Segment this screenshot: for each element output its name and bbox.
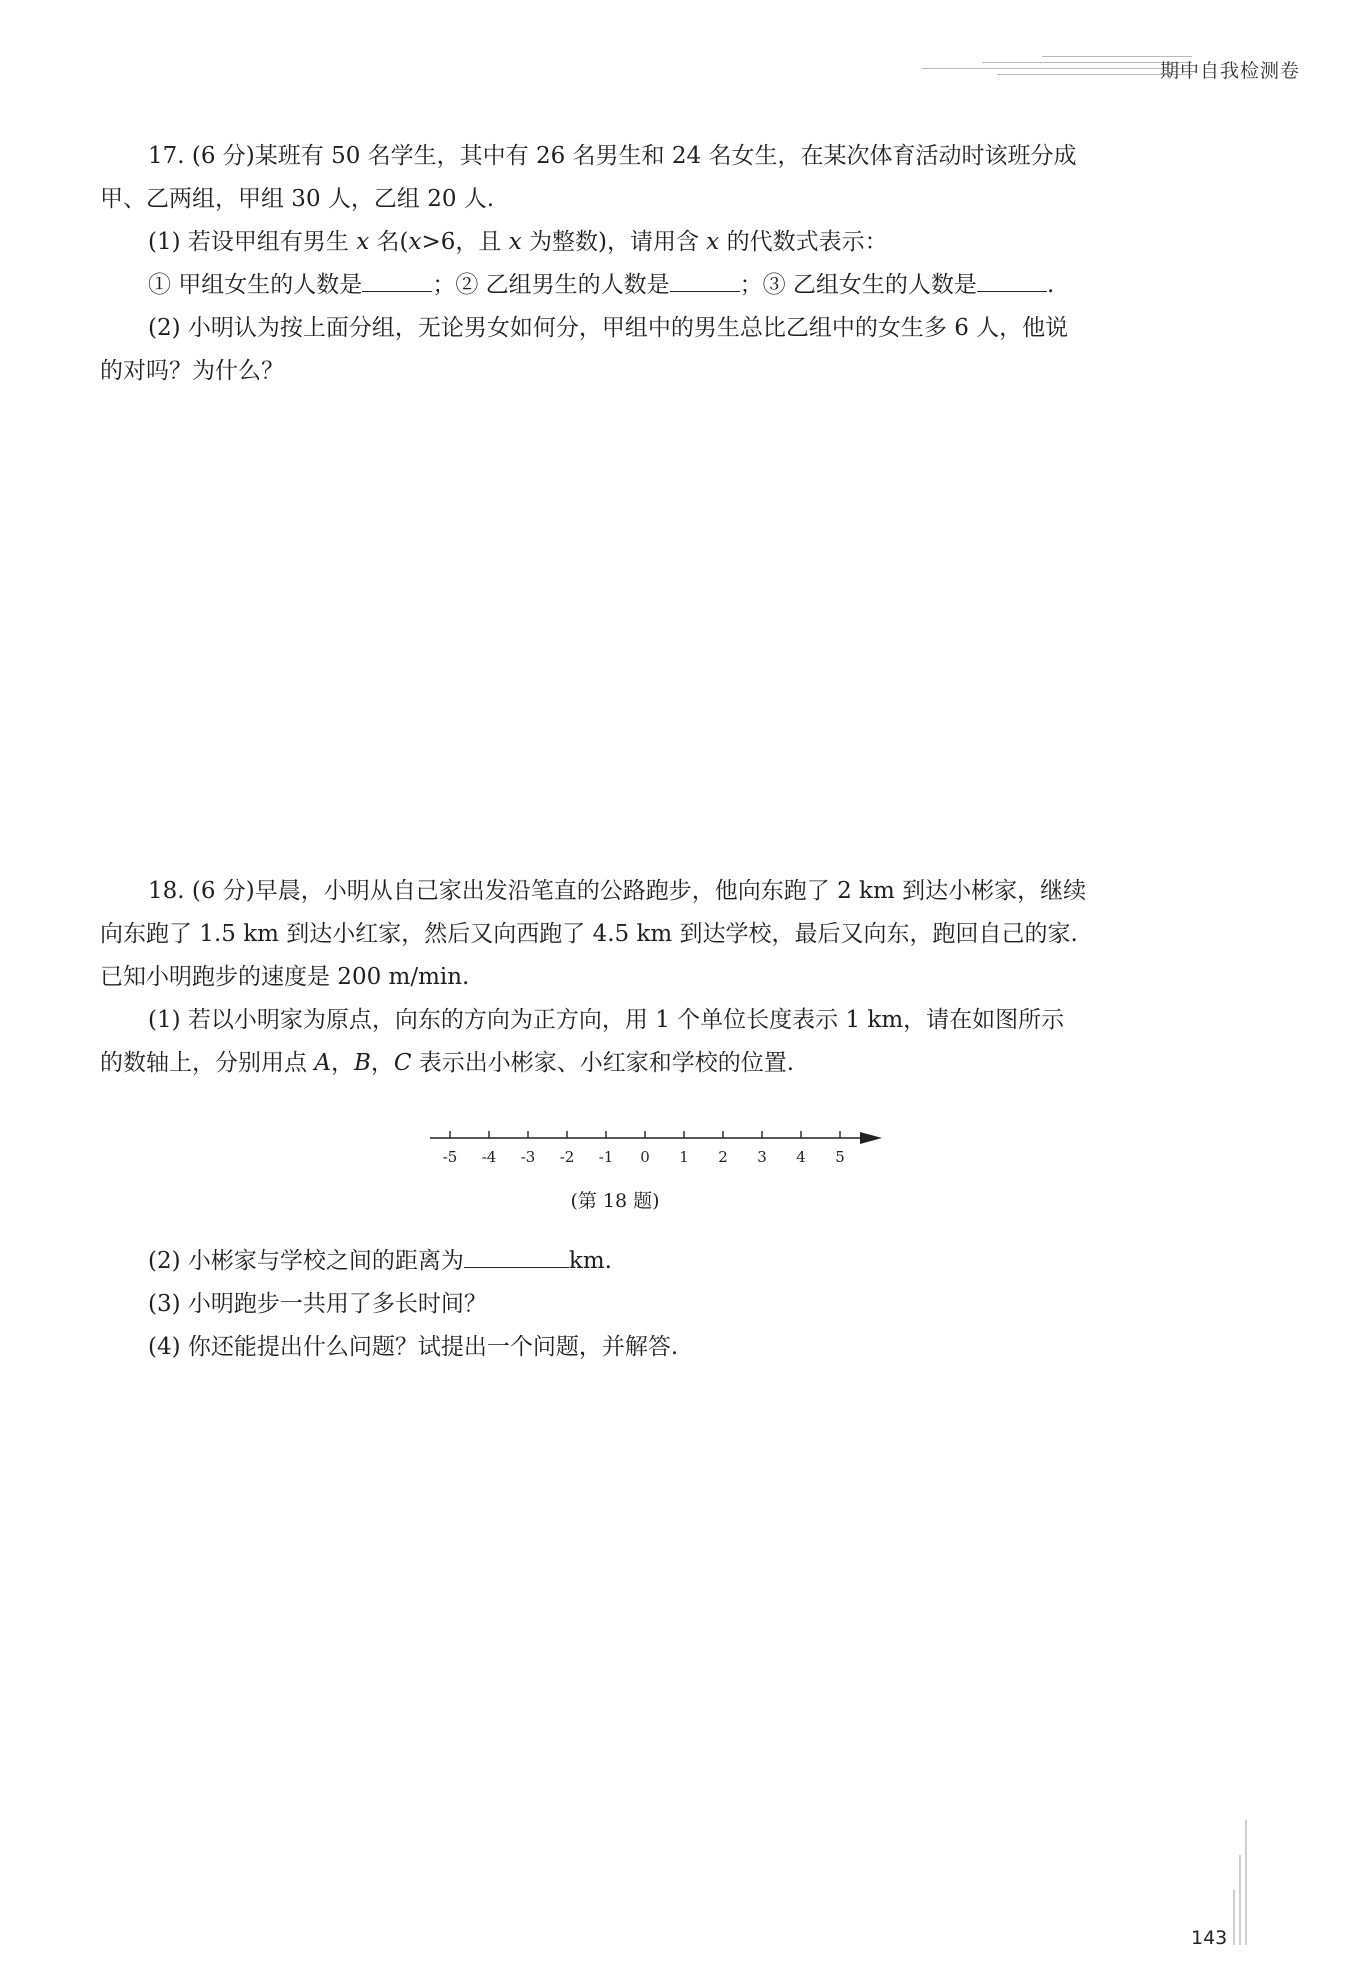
var-x: x bbox=[356, 229, 370, 255]
page-header bbox=[860, 52, 1300, 92]
blank1-label: ① 甲组女生的人数是 bbox=[148, 272, 363, 298]
var-x: x bbox=[508, 229, 522, 255]
text: 的数轴上，分别用点 bbox=[100, 1050, 315, 1076]
text: 表示出小彬家、小红家和学校的位置. bbox=[411, 1050, 795, 1076]
q18-intro-line2: 向东跑了 1.5 km 到达小红家，然后又向西跑了 4.5 km 到达学校，最后又向东，跑回自己的家. bbox=[100, 921, 1078, 947]
number-line-tick-label: -2 bbox=[559, 1148, 575, 1166]
number-line-tick-label: -4 bbox=[481, 1148, 497, 1166]
blank3-label: ；③ 乙组女生的人数是 bbox=[739, 272, 977, 298]
edge-rule bbox=[1239, 1855, 1241, 1945]
header-rule bbox=[922, 68, 1192, 69]
question-18-continued bbox=[100, 1240, 1225, 1369]
text: 为整数)，请用含 bbox=[521, 229, 707, 255]
q17-intro-line2: 甲、乙两组，甲组 30 人，乙组 20 人. bbox=[100, 186, 495, 212]
point-b-label: B bbox=[353, 1050, 371, 1076]
q17-part2-line2: 的对吗？为什么？ bbox=[100, 358, 284, 384]
answer-blank-2[interactable] bbox=[670, 267, 740, 292]
page-number: 143 bbox=[1191, 1927, 1228, 1949]
q18-part3: (3) 小明跑步一共用了多长时间？ bbox=[148, 1291, 487, 1317]
q18-intro-line3: 已知小明跑步的速度是 200 m/min. bbox=[100, 964, 470, 990]
number-line-tick-label: -3 bbox=[520, 1148, 536, 1166]
number-line-figure bbox=[420, 1120, 890, 1220]
number-line-tick-label: 1 bbox=[679, 1148, 689, 1166]
point-c-label: C bbox=[393, 1050, 412, 1076]
text: >6，且 bbox=[421, 229, 509, 255]
number-line-tick-label: -5 bbox=[442, 1148, 458, 1166]
q18-intro-line1: 18. (6 分)早晨，小明从自己家出发沿笔直的公路跑步，他向东跑了 2 km 到达小彬家，继续 bbox=[148, 878, 1087, 904]
number-line-tick-label: 2 bbox=[718, 1148, 728, 1166]
q17-intro-line1: 17. (6 分)某班有 50 名学生，其中有 26 名男生和 24 名女生，在某次体育活动时该班分成 bbox=[148, 143, 1077, 169]
question-18 bbox=[100, 870, 1225, 1085]
number-line-tick-label: 5 bbox=[835, 1148, 845, 1166]
var-x: x bbox=[706, 229, 720, 255]
q18-part4: (4) 你还能提出什么问题？试提出一个问题，并解答. bbox=[148, 1334, 679, 1360]
number-line-tick-label: -1 bbox=[598, 1148, 614, 1166]
blank2-label: ；② 乙组男生的人数是 bbox=[432, 272, 670, 298]
number-line-tick-label: 0 bbox=[640, 1148, 650, 1166]
q18-part2 bbox=[100, 1240, 1225, 1283]
text: (1) 若设甲组有男生 bbox=[148, 229, 357, 255]
edge-rule bbox=[1233, 1890, 1235, 1945]
number-line-arrow bbox=[860, 1132, 882, 1144]
figure-caption: (第 18 题) bbox=[570, 1190, 660, 1212]
text: km. bbox=[568, 1248, 612, 1274]
text: ， bbox=[330, 1050, 354, 1076]
answer-blank-3[interactable] bbox=[977, 267, 1047, 292]
page-edge-rules bbox=[1233, 1820, 1253, 1945]
number-line-tick-label: 3 bbox=[757, 1148, 767, 1166]
q17-part1 bbox=[100, 221, 1225, 264]
number-line-tick-label: 4 bbox=[796, 1148, 806, 1166]
number-line[interactable] bbox=[420, 1120, 890, 1180]
text: 的代数式表示： bbox=[719, 229, 888, 255]
q18-part1-line1: (1) 若以小明家为原点，向东的方向为正方向，用 1 个单位长度表示 1 km，请在如图所示 bbox=[148, 1007, 1065, 1033]
text: . bbox=[1046, 272, 1055, 298]
text: (2) 小彬家与学校之间的距离为 bbox=[148, 1248, 464, 1274]
point-a-label: A bbox=[314, 1050, 331, 1076]
answer-blank-1[interactable] bbox=[362, 267, 432, 292]
q17-part2-line1: (2) 小明认为按上面分组，无论男女如何分，甲组中的男生总比乙组中的女生多 6 人，他说 bbox=[148, 315, 1069, 341]
text: ， bbox=[370, 1050, 394, 1076]
question-17 bbox=[100, 135, 1225, 393]
distance-blank[interactable] bbox=[464, 1243, 569, 1268]
q17-blanks-line bbox=[100, 264, 1225, 307]
edge-rule bbox=[1245, 1820, 1247, 1945]
var-x: x bbox=[408, 229, 422, 255]
text: 名( bbox=[369, 229, 409, 255]
header-title: 期中自我检测卷 bbox=[1159, 60, 1300, 82]
q18-part1-line2 bbox=[100, 1042, 1225, 1085]
